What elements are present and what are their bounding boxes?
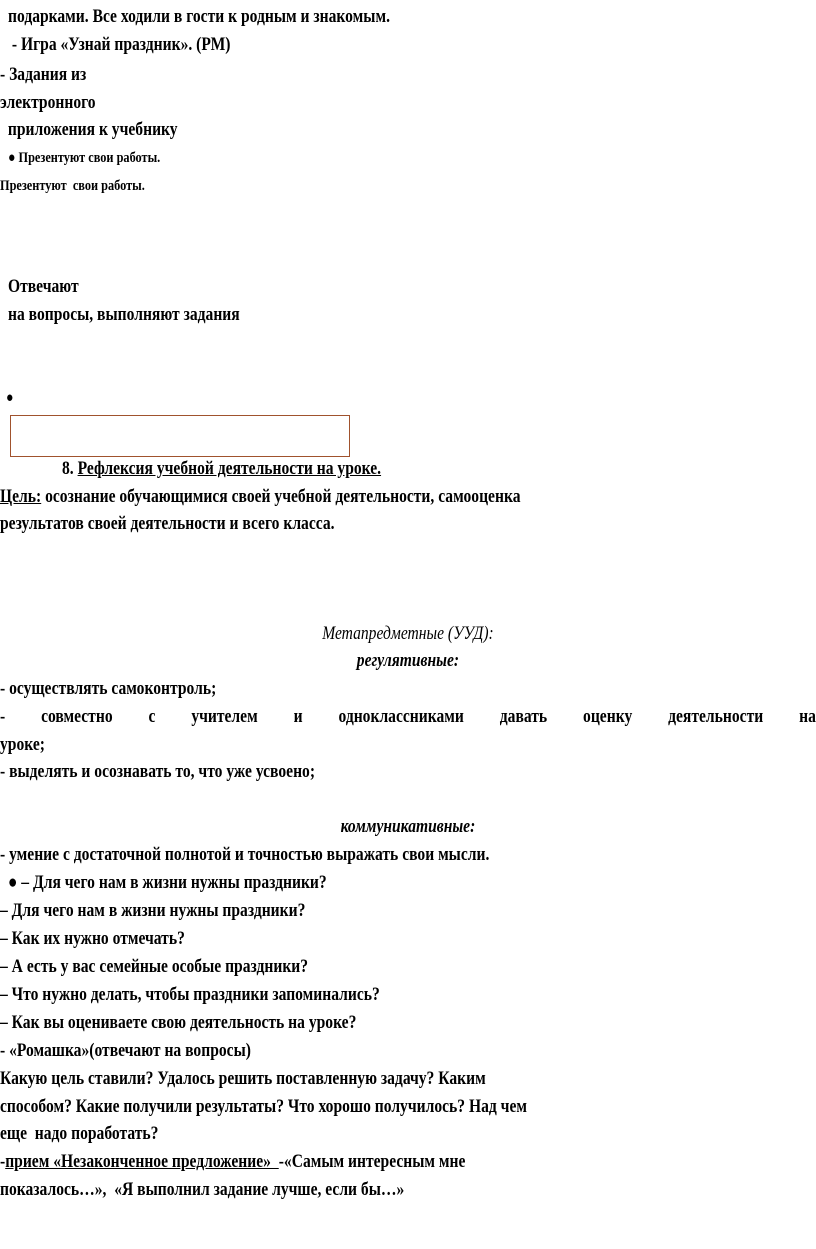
technique-line (0, 1150, 465, 1174)
dash: - (0, 1151, 6, 1172)
text-line: Презентуют свои работы. (0, 178, 145, 194)
text-line: приложения к учебнику (4, 119, 178, 140)
question: ● – Для чего нам в жизни нужны праздники? (8, 872, 327, 893)
heading-title: Рефлексия учебной деятельности на уроке. (77, 458, 382, 479)
text-line: способом? Какие получили результаты? Что хорошо получилось? Над чем (0, 1096, 527, 1117)
text-line: - умение с достаточной полнотой и точностью выражать свои мысли. (0, 844, 490, 865)
section-heading (62, 457, 381, 481)
text-line: - Игра «Узнай праздник». (РМ) (8, 34, 231, 55)
text-line: ● Презентуют свои работы. (8, 150, 161, 166)
text-line: - совместно с учителем и одноклассниками давать оценку деятельности на (0, 706, 816, 727)
technique-text: -«Самым интересным мне (278, 1151, 466, 1172)
text-line: Отвечают (8, 276, 79, 297)
text-line: Какую цель ставили? Удалось решить поставленную задачу? Каким (0, 1068, 486, 1089)
question: – Как вы оцениваете свою деятельность на уроке? (0, 1012, 357, 1033)
text-line: - Задания из (0, 64, 87, 85)
question: – Что нужно делать, чтобы праздники запоминались? (0, 984, 380, 1005)
meta-heading: Метапредметные (УУД): (322, 623, 494, 644)
technique-name: прием «Незаконченное предложение» (5, 1151, 279, 1172)
question: – А есть у вас семейные особые праздники? (0, 956, 309, 977)
text-line: на вопросы, выполняют задания (8, 304, 240, 325)
regulative-heading: регулятивные: (356, 650, 460, 671)
goal-label: Цель: (0, 486, 42, 507)
question: – Как их нужно отмечать? (0, 928, 185, 949)
text-line: уроке; (0, 734, 45, 755)
text-line: еще надо поработать? (0, 1123, 159, 1144)
text-line: результатов своей деятельности и всего класса. (0, 513, 335, 534)
text-line: - «Ромашка»(отвечают на вопросы) (0, 1040, 251, 1061)
text-line: подарками. Все ходили в гости к родным и знакомым. (8, 6, 390, 27)
text-line: - осуществлять самоконтроль; (0, 678, 217, 699)
text-line: показалось…», «Я выполнил задание лучше, если бы…» (0, 1179, 405, 1200)
communicative-heading: коммуникативные: (340, 816, 476, 837)
text-line: - выделять и осознавать то, что уже усвоено; (0, 761, 316, 782)
empty-box (10, 415, 350, 457)
goal-text: осознание обучающимися своей учебной деятельности, самооценка (41, 486, 521, 507)
text-line: электронного (0, 92, 96, 113)
heading-number: 8. (62, 458, 78, 479)
goal-line (0, 485, 520, 509)
question: – Для чего нам в жизни нужны праздники? (0, 900, 306, 921)
bullet: ● (6, 390, 14, 406)
